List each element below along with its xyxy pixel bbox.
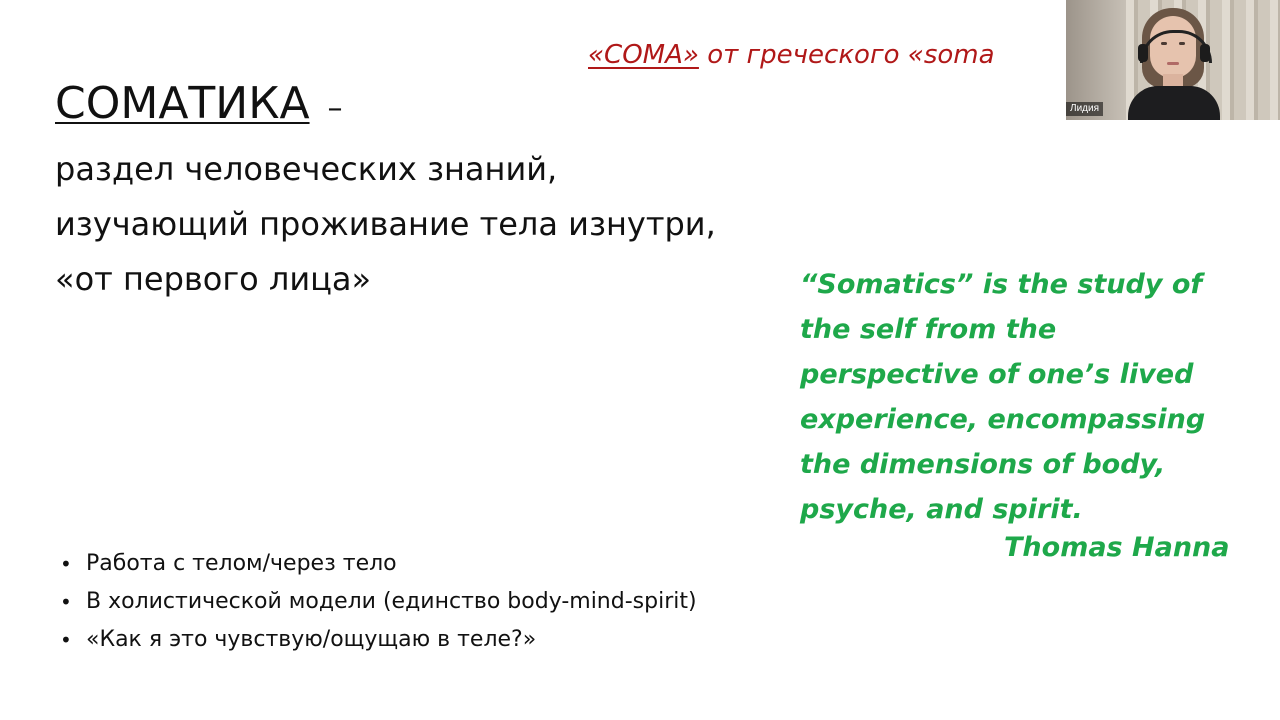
bullet-item (58, 621, 697, 659)
participant-shirt (1128, 86, 1220, 120)
headset-earcup (1200, 44, 1210, 62)
hanna-quote (800, 262, 1240, 532)
participant-video-tile[interactable] (1066, 0, 1280, 120)
soma-word: «СОМА» (588, 40, 699, 70)
quote-line: experience, encompassing (800, 404, 1206, 435)
bullet-text: Работа с телом/через тело (86, 551, 397, 576)
title-dash: – (327, 91, 343, 126)
bullet-item (58, 545, 697, 583)
participant-name-label: Лидия (1066, 102, 1103, 116)
quote-line: the self from the (800, 314, 1057, 345)
bullet-text: «Как я это чувствую/ощущаю в теле?» (86, 627, 537, 652)
quote-line: “Somatics” is the study of (800, 269, 1203, 300)
headset-earcup (1138, 44, 1148, 62)
origin-rest: от греческого «soma (698, 40, 995, 70)
bullet-dot: • (60, 590, 72, 614)
origin-line (588, 40, 995, 70)
quote-line: the dimensions of body, (800, 449, 1166, 480)
quote-line: perspective of one’s lived (800, 359, 1194, 390)
quote-author: Thomas Hanna (1004, 532, 1230, 563)
bullet-dot: • (60, 628, 72, 652)
definition-line: «от первого лица» (55, 260, 372, 298)
bullet-dot: • (60, 552, 72, 576)
quote-line: psyche, and spirit. (800, 494, 1083, 525)
definition-line: раздел человеческих знаний, (55, 150, 558, 188)
bullet-item (58, 583, 697, 621)
slide-title (55, 80, 343, 128)
title-term: СОМАТИКА (55, 78, 310, 129)
definition-line: изучающий проживание тела изнутри, (55, 205, 716, 243)
bullet-text: В холистической модели (единство body-mind-spirit) (86, 589, 697, 614)
bullet-list (58, 545, 697, 659)
definition-text (55, 142, 716, 307)
